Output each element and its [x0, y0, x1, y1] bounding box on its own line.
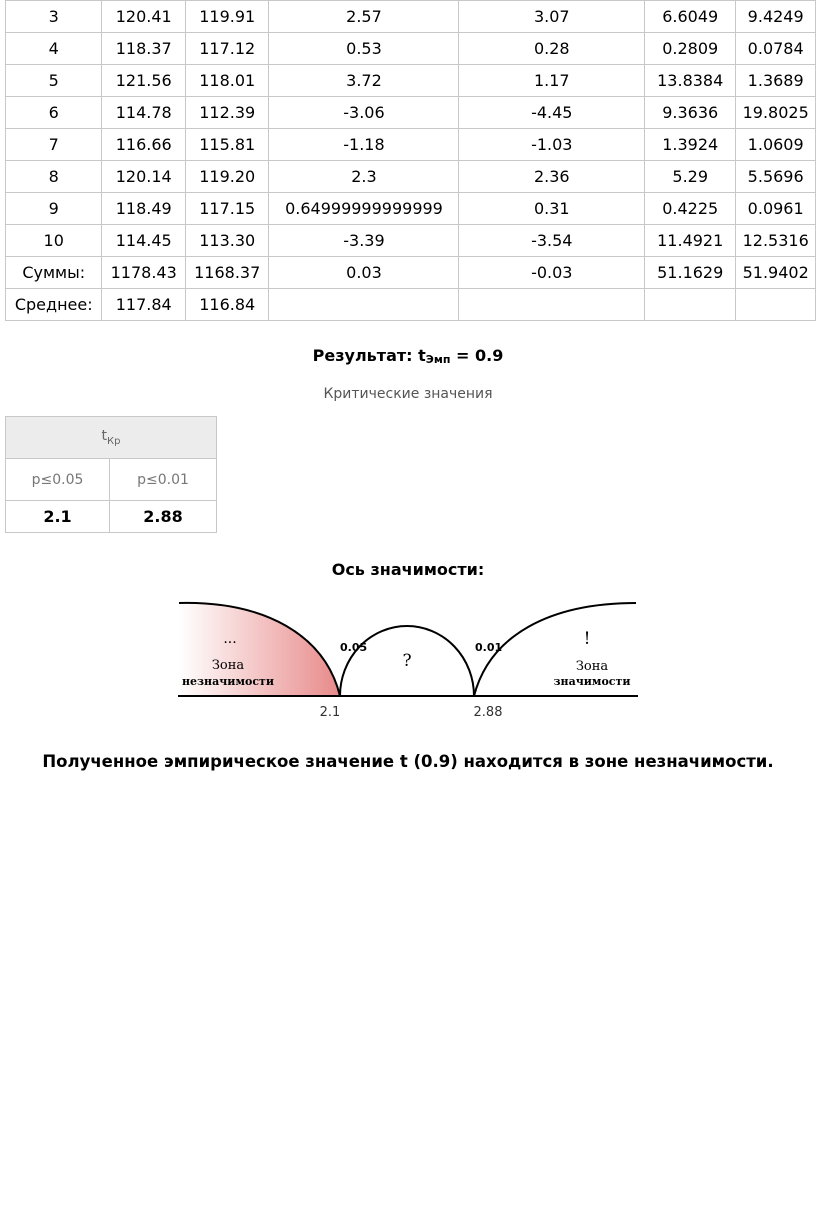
table-cell: 118.01 [185, 65, 269, 97]
table-cell: 1.17 [459, 65, 645, 97]
table-cell: 0.28 [459, 33, 645, 65]
table-row [6, 257, 816, 289]
table-cell: 5 [6, 65, 102, 97]
table-row [6, 1, 816, 33]
table-cell [645, 289, 736, 321]
p001-label: 0.01 [475, 641, 503, 654]
right-zone-label-line2: значимости [553, 675, 631, 688]
result-line [0, 346, 816, 366]
table-cell: 5.29 [645, 161, 736, 193]
table-cell: 9 [6, 193, 102, 225]
table-row [6, 193, 816, 225]
table-cell: 13.8384 [645, 65, 736, 97]
result-prefix: Результат: t [312, 346, 426, 365]
table-cell: 51.1629 [645, 257, 736, 289]
table-row [6, 65, 816, 97]
table-row [6, 33, 816, 65]
table-cell: 3.72 [269, 65, 459, 97]
table-cell: 119.91 [185, 1, 269, 33]
critical-value-001: 2.88 [110, 501, 217, 533]
table-cell: 1.3689 [736, 65, 816, 97]
table-row [6, 129, 816, 161]
tick-label-2-88: 2.88 [473, 705, 503, 720]
table-cell: 120.41 [102, 1, 186, 33]
table-cell: 0.53 [269, 33, 459, 65]
table-cell: 117.84 [102, 289, 186, 321]
right-zone-mark: ! [583, 629, 591, 649]
critical-header-t: t [101, 428, 108, 445]
table-cell: 8 [6, 161, 102, 193]
right-zone-label-line1: Зона [575, 659, 609, 674]
critical-value-005: 2.1 [6, 501, 110, 533]
table-cell: 9.3636 [645, 97, 736, 129]
data-table [5, 0, 816, 321]
table-cell: 116.66 [102, 129, 186, 161]
table-cell: 2.57 [269, 1, 459, 33]
table-cell: Среднее: [6, 289, 102, 321]
table-cell: 10 [6, 225, 102, 257]
result-subscript: Эмп [425, 353, 451, 366]
table-cell: -3.06 [269, 97, 459, 129]
table-cell: 19.8025 [736, 97, 816, 129]
table-cell: -1.03 [459, 129, 645, 161]
table-cell: 0.2809 [645, 33, 736, 65]
table-cell: 1.3924 [645, 129, 736, 161]
table-cell: 121.56 [102, 65, 186, 97]
table-cell: 6.6049 [645, 1, 736, 33]
table-cell: 0.31 [459, 193, 645, 225]
critical-values-table [5, 416, 217, 533]
table-cell: 51.9402 [736, 257, 816, 289]
table-cell: 4 [6, 33, 102, 65]
table-cell: 3 [6, 1, 102, 33]
significance-axis-diagram [170, 595, 640, 720]
table-cell: 0.0784 [736, 33, 816, 65]
table-cell: 112.39 [185, 97, 269, 129]
table-row [6, 225, 816, 257]
table-cell: 120.14 [102, 161, 186, 193]
tick-label-2-1: 2.1 [319, 705, 341, 720]
axis-title: Ось значимости: [331, 560, 485, 579]
table-cell: 117.15 [185, 193, 269, 225]
table-cell: 7 [6, 129, 102, 161]
table-cell: 2.3 [269, 161, 459, 193]
data-table-body [6, 1, 816, 321]
left-zone-label-line1: Зона [211, 658, 245, 673]
table-cell: -3.39 [269, 225, 459, 257]
table-cell: 0.64999999999999 [269, 193, 459, 225]
middle-zone-mark: ? [402, 651, 412, 671]
left-zone-mark: ... [223, 631, 237, 647]
table-cell: 11.4921 [645, 225, 736, 257]
table-cell: 6 [6, 97, 102, 129]
table-cell [269, 289, 459, 321]
table-cell: 117.12 [185, 33, 269, 65]
table-cell: 12.5316 [736, 225, 816, 257]
table-cell: 3.07 [459, 1, 645, 33]
table-cell: 0.4225 [645, 193, 736, 225]
critical-values-caption: Критические значения [323, 386, 493, 402]
table-cell: 1168.37 [185, 257, 269, 289]
table-cell: 115.81 [185, 129, 269, 161]
p005-label: 0.05 [340, 641, 368, 654]
table-cell: 114.78 [102, 97, 186, 129]
table-cell: 1.0609 [736, 129, 816, 161]
table-cell: 5.5696 [736, 161, 816, 193]
table-cell: 119.20 [185, 161, 269, 193]
table-cell: Суммы: [6, 257, 102, 289]
table-cell [459, 289, 645, 321]
table-cell: 118.49 [102, 193, 186, 225]
p-level-001: p≤0.01 [110, 459, 217, 501]
critical-header [6, 417, 217, 459]
table-row [6, 97, 816, 129]
p-level-005: p≤0.05 [6, 459, 110, 501]
conclusion-text: Полученное эмпирическое значение t (0.9) находится в зоне незначимости. [42, 752, 774, 771]
table-cell: 9.4249 [736, 1, 816, 33]
table-cell: -3.54 [459, 225, 645, 257]
left-zone-label-line2: незначимости [181, 675, 275, 688]
table-cell: -1.18 [269, 129, 459, 161]
table-cell [736, 289, 816, 321]
table-cell: 1178.43 [102, 257, 186, 289]
table-cell: -4.45 [459, 97, 645, 129]
table-row [6, 161, 816, 193]
critical-header-sub: Кр [107, 435, 121, 447]
table-cell: 0.03 [269, 257, 459, 289]
table-row [6, 289, 816, 321]
table-cell: 118.37 [102, 33, 186, 65]
table-cell: 113.30 [185, 225, 269, 257]
table-cell: 0.0961 [736, 193, 816, 225]
result-suffix: = 0.9 [450, 346, 504, 365]
table-cell: 2.36 [459, 161, 645, 193]
table-cell: 114.45 [102, 225, 186, 257]
table-cell: 116.84 [185, 289, 269, 321]
table-cell: -0.03 [459, 257, 645, 289]
